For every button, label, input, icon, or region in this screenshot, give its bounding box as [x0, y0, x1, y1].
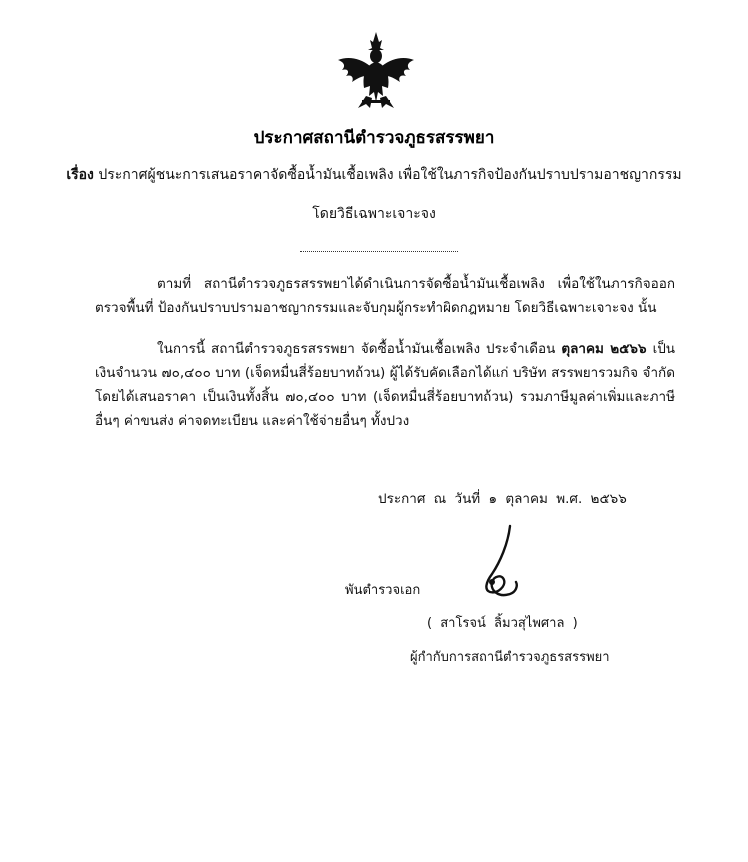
paragraph-award-month: ตุลาคม ๒๕๖๖ — [561, 341, 647, 357]
signer-name: ( สาโรจน์ ลิ้มวสุไพศาล ) — [427, 616, 578, 631]
paragraph-award — [95, 337, 675, 433]
signer-rank: พันตำรวจเอก — [345, 583, 421, 598]
garuda-emblem-icon — [336, 30, 416, 110]
announcement-date: ประกาศ ณ วันที่ ๑ ตุลาคม พ.ศ. ๒๕๖๖ — [378, 491, 627, 507]
paragraph-intro-text: ตามที่ สถานีตำรวจภูธรสรรพยาได้ดำเนินการจัดซื้อน้ำมันเชื้อเพลิง เพื่อใช้ในภารกิจออกตรวจพื้นที่ ป้องกันปราบปรามอาชญากรรมและจับกุมผู้กระทำผิดกฎหมาย โดยวิธีเฉพาะเจาะจง นั้น — [95, 276, 675, 316]
handwritten-signature — [470, 524, 530, 604]
paragraph-award-text-end: เป็นเงินจำนวน ๗๐,๔๐๐ บาท (เจ็ดหมื่นสี่ร้อยบาทถ้วน) ผู้ได้รับคัดเลือกได้แก่ บริษัท สรรพยารวมกิจ จำกัด โดยได้เสนอราคา เป็นเงินทั้งสิ้น ๗๐,๔๐๐ บาท (เจ็ดหมื่นสี่ร้อยบาทถ้วน) รวมภาษีมูลค่าเพิ่มและภาษีอื่นๆ ค่าขนส่ง ค่าจดทะเบียน และค่าใช้จ่ายอื่นๆ ทั้งปวง — [95, 341, 675, 429]
page-title: ประกาศสถานีตำรวจภูธรสรรพยา — [253, 128, 495, 148]
subject-label: เรื่อง — [66, 167, 94, 183]
paragraph-award-text-start: ในการนี้ สถานีตำรวจภูธรสรรพยา จัดซื้อน้ำมันเชื้อเพลิง ประจำเดือน — [157, 341, 556, 357]
subject-line — [60, 165, 688, 186]
subject-text: ประกาศผู้ชนะการเสนอราคาจัดซื้อน้ำมันเชื้อเพลิง เพื่อใช้ในภารกิจป้องกันปราบปรามอาชญากรรม — [98, 167, 682, 183]
paragraph-intro — [95, 272, 675, 320]
subject-method: โดยวิธีเฉพาะเจาะจง — [312, 206, 436, 222]
signer-position: ผู้กำกับการสถานีตำรวจภูธรสรรพยา — [410, 650, 610, 665]
divider — [300, 251, 458, 252]
